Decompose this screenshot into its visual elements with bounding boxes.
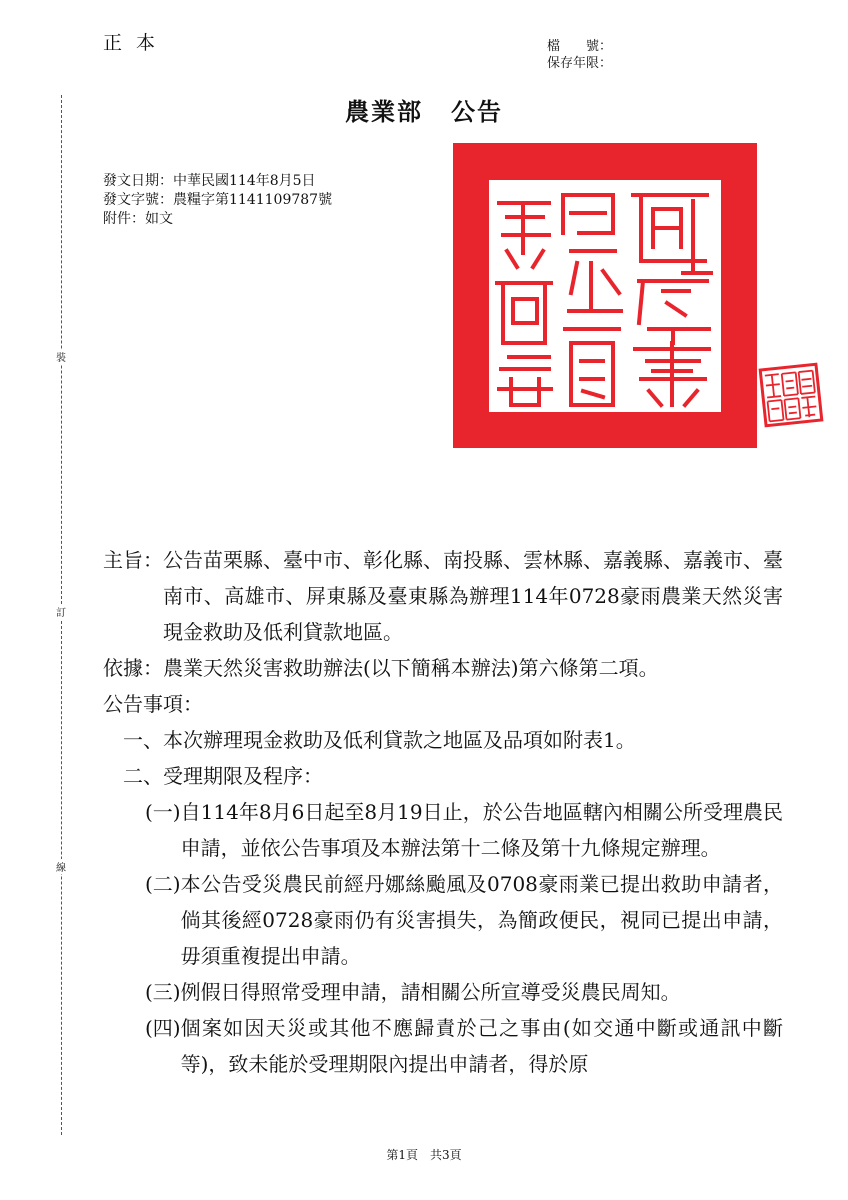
attachment-note: 附件：如文 [103,211,173,227]
sub-item-4 [103,1010,783,1082]
basis-paragraph [103,650,783,686]
page-number: 第1頁 共3頁 [386,1148,462,1162]
binding-mark-zhuang: 裝 [52,349,70,364]
document-meta [103,172,332,229]
sub-item-4-label: (四) [145,1016,181,1040]
sub-item-3-text: 例假日得照常受理申請，請相關公所宣導受災農民周知。 [180,980,681,1004]
item-2 [103,758,783,794]
reference-number: 發文字號：農糧字第1141109787號 [103,192,333,208]
minister-seal-icon [757,361,825,429]
basis-label: 依據： [103,656,163,680]
retention-label: 保存年限： [547,56,613,71]
item-1-label: 一、 [123,728,163,752]
sub-item-1-text: 自114年8月6日起至8月19日止，於公告地區轄內相關公所受理農民申請，並依公告事項及本辦法第十二條及第十九條規定辦理。 [180,800,783,860]
sub-item-1 [103,794,783,866]
sub-item-4-text: 個案如因天災或其他不應歸責於己之事由(如交通中斷或通訊中斷等)，致未能於受理期限內提出申請者，得於原 [180,1016,783,1076]
page-title [0,92,848,127]
sub-item-2 [103,866,783,974]
sub-item-2-text: 本公告受災農民前經丹娜絲颱風及0708豪雨業已提出救助申請者，倘其後經0728豪雨仍有災害損失，為簡政便民，視同已提出申請，毋須重複提出申請。 [180,872,783,968]
file-meta [547,38,612,72]
subject-text: 公告苗栗縣、臺中市、彰化縣、南投縣、雲林縣、嘉義縣、嘉義市、臺南市、高雄市、屏東縣及臺東縣為辦理114年0728豪雨農業天然災害現金救助及低利貸款地區。 [163,548,783,644]
issue-date: 發文日期：中華民國114年8月5日 [103,173,316,189]
subject-paragraph [103,542,783,650]
sub-item-3 [103,974,783,1010]
sub-item-2-label: (二) [145,872,181,896]
binding-mark-ding: 訂 [52,604,70,619]
subject-label: 主旨： [103,548,163,572]
official-seal-icon [453,143,757,448]
items-heading: 公告事項： [103,692,203,716]
item-1-text: 本次辦理現金救助及低利貸款之地區及品項如附表1。 [163,728,636,752]
item-2-label: 二、 [123,764,163,788]
sub-item-1-label: (一) [145,800,181,824]
announcement-body [103,542,783,1082]
title-org: 農業部 [345,97,423,126]
item-2-text: 受理期限及程序： [163,764,323,788]
basis-text: 農業天然災害救助辦法(以下簡稱本辦法)第六條第二項。 [163,656,659,680]
item-1 [103,722,783,758]
sub-item-3-label: (三) [145,980,181,1004]
binding-mark-xian: 線 [52,859,70,874]
copy-mark: 正本 [103,32,170,54]
file-number-label: 檔 號： [547,39,613,54]
title-type: 公告 [451,97,503,126]
